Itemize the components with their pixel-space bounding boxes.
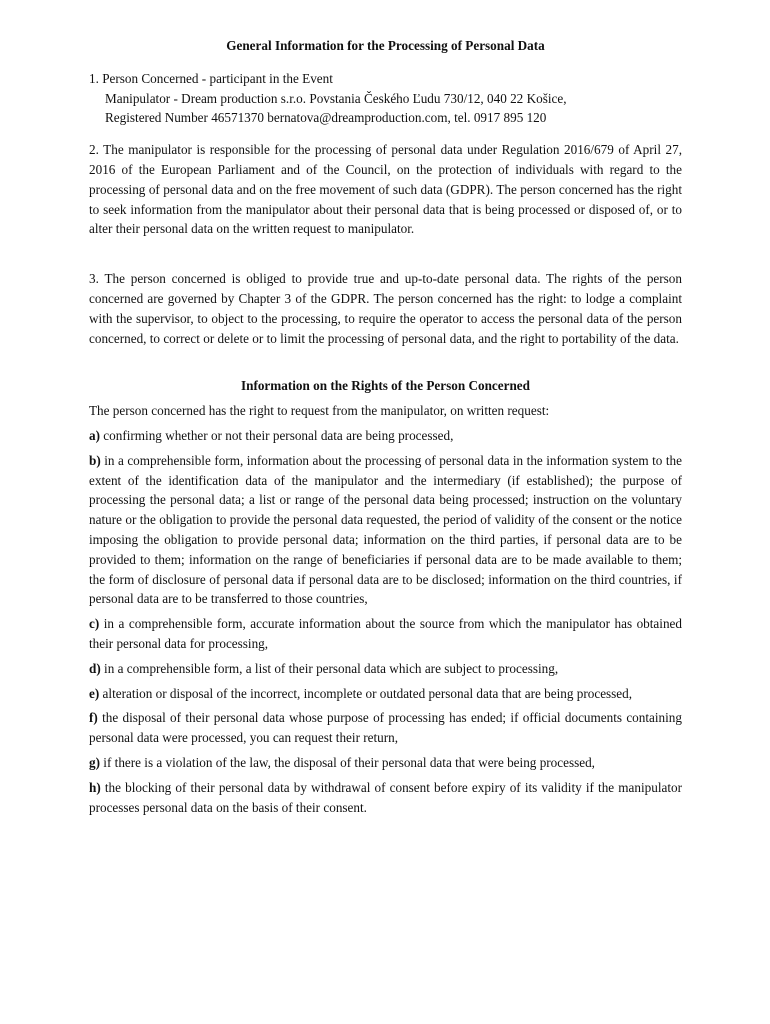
document-page: [89, 36, 682, 822]
item-text: the blocking of their personal data by withdrawal of consent before expiry of its validity if the manipulator processes personal data on the basis of their consent.: [89, 779, 682, 815]
rights-title: Information on the Rights of the Person Concerned: [240, 378, 530, 394]
item-label: g): [89, 754, 100, 770]
rights-intro: The person concerned has the right to request from the manipulator, on written request:: [89, 403, 550, 419]
item-label: f): [89, 710, 98, 726]
section-3: 3. The person concerned is obliged to provide true and up-to-date personal data. The rights of the person concerned are governed by Chapter 3 of the GDPR. The person concerned has the right: to lodge a complaint with the supervisor, to object to the processing, to require the operator to access the personal data of the person concerned, to correct or delete or to limit the processing of personal data, and the right to portability of the data.: [89, 271, 682, 346]
item-text: in a comprehensible form, information about the processing of personal data in the information system to the extent of the identification data of the manipulator and the intermediary (if established); the purpose of processing the personal data; a list or range of the personal data being processed; instruction on the voluntary nature or the obligation to provide the personal data requested, the period of validity of the consent or the notice imposing the obligation to provide personal data; information on the third parties, if personal data are to be provided to them; information on the range of beneficiaries if personal data are to be made available to them; the form of disclosure of personal data if personal data are to be disclosed; information on the third countries, if personal data are to be transferred to those countries,: [89, 452, 682, 607]
item-label: d): [89, 660, 101, 676]
section-1: [89, 69, 682, 128]
rights-list: [89, 426, 682, 817]
rights-item-h: [89, 778, 682, 818]
manipulator-contact: Registered Number 46571370 bernatova@dreamproduction.com, tel. 0917 895 120: [105, 110, 547, 126]
section-2: 2. The manipulator is responsible for the processing of personal data under Regulation 2016/679 of April 27, 2016 of the European Parliament and of the Council, on the protection of individuals with regard to the processing of personal data and on the free movement of such data (GDPR). The person concerned has the right to seek information from the manipulator about their personal data that is being processed or disposed of, or to alter their personal data on the written request to manipulator.: [89, 142, 682, 237]
item-text: the disposal of their personal data whose purpose of processing has ended; if official documents containing personal data were processed, you can request their return,: [89, 710, 682, 746]
item-text: in a comprehensible form, a list of their personal data which are subject to processing,: [100, 660, 559, 676]
item-label: e): [89, 685, 100, 701]
item-text: in a comprehensible form, accurate information about the source from which the manipulator has obtained their personal data for processing,: [89, 616, 682, 651]
item-label: a): [89, 427, 100, 443]
rights-item-f: [89, 708, 682, 748]
rights-item-e: [89, 684, 682, 704]
item-label: b): [89, 452, 101, 468]
item-text: confirming whether or not their personal data are being processed,: [100, 427, 454, 443]
manipulator-address: Manipulator - Dream production s.r.o. Povstania Českého Ľudu 730/12, 040 22 Košice,: [105, 90, 567, 106]
item-text: alteration or disposal of the incorrect, incomplete or outdated personal data that are being processed,: [99, 685, 633, 701]
section-1-heading: 1. Person Concerned - participant in the Event: [89, 70, 333, 86]
item-label: c): [89, 616, 100, 632]
rights-item-d: [89, 659, 682, 679]
item-label: h): [89, 779, 101, 795]
document-title: General Information for the Processing of Personal Data: [226, 38, 545, 53]
item-text: if there is a violation of the law, the disposal of their personal data that were being processed,: [100, 754, 595, 770]
rights-item-g: [89, 753, 682, 773]
rights-item-a: [89, 426, 682, 446]
rights-item-b: [89, 451, 682, 609]
rights-item-c: [89, 614, 682, 654]
